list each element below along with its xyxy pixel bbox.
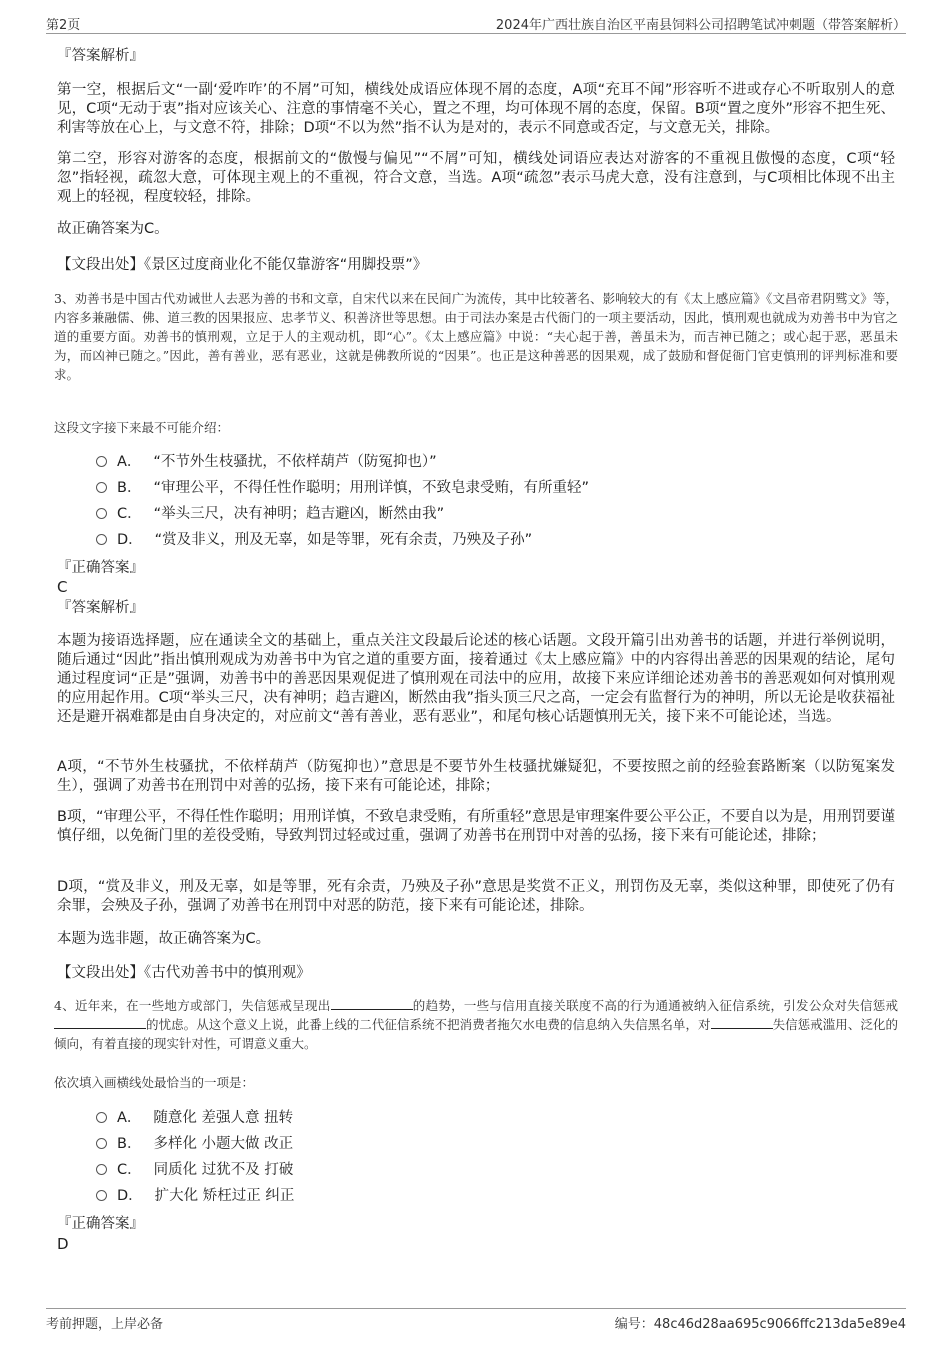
q2-analysis-label: 『答案解析』 — [57, 48, 144, 64]
q3-analysis-a3: B项，“审理公平，不得任性作聪明；用刑详慎，不致皂隶受贿，有所重轻”意思是审理案件要公平公正，不要自以为是，用刑罚要谨慎仔细，以免衙门里的差役受贿，导致判罚过轻或过重，强调了劝善书在刑罚中对善的弘扬，接下来有可能论述，排除； — [57, 809, 895, 844]
page-number: 第2页 — [46, 18, 81, 33]
q3-analysis-label: 『答案解析』 — [57, 600, 144, 616]
q3-answer-label: 『正确答案』 — [57, 560, 144, 576]
page-header — [46, 14, 906, 32]
radio-icon[interactable] — [96, 482, 107, 493]
radio-icon[interactable] — [96, 534, 107, 545]
q3-option-b[interactable]: B． “审理公平，不得任性作聪明；用刑详慎，不致皂隶受贿，有所重轻” — [96, 478, 589, 498]
document-title: 2024年广西壮族自治区平南县饲料公司招聘笔试冲刺题（带答案解析） — [495, 18, 906, 33]
radio-icon[interactable] — [96, 1112, 107, 1123]
q3-passage: 3、劝善书是中国古代劝诫世人去恶为善的书和文章，自宋代以来在民间广为流传，其中比较著名、影响较大的有《太上感应篇》《文昌帝君阴骘文》等，内容多兼融儒、佛、道三教的因果报应、忠孝节义、积善济世等思想。由于司法办案是古代衙门的一项主要活动，因此，慎刑观也就成为劝善书中为官之道的重要方面。劝善书的慎刑观，立足于人的主观动机，即“心”。《太上感应篇》中说：“夫心起于善，善虽未为，而吉神已随之；或心起于恶，恶虽未为，而凶神已随之。”因此，善有善业，恶有恶业，这就是佛教所说的“因果”。也正是这种善恶的因果观，成了鼓励和督促衙门官吏慎刑的评判标准和要求。 — [54, 291, 898, 382]
q4-option-a[interactable]: A． 随意化 差强人意 扭转 — [96, 1108, 293, 1128]
fill-blank-3[interactable] — [711, 1016, 773, 1029]
q2-conclusion: 故正确答案为C。 — [57, 221, 169, 237]
q4-option-d[interactable]: D． 扩大化 矫枉过正 纠正 — [96, 1186, 294, 1206]
q3-analysis-a2: A项，“不节外生枝骚扰，不依样葫芦（防冤抑也）”意思是不要节外生枝骚扰嫌疑犯，不要按照之前的经验套路断案（以防冤案发生），强调了劝善书在刑罚中对善的弘扬，接下来有可能论述，排除； — [57, 759, 895, 794]
q4-answer: D — [57, 1235, 69, 1253]
q3-source: 【文段出处】《古代劝善书中的慎刑观》 — [57, 965, 311, 981]
footer-divider — [46, 1308, 906, 1309]
radio-icon[interactable] — [96, 1190, 107, 1201]
q2-analysis-p1: 第一空，根据后文“一副‘爱咋咋’的不屑”可知，横线处成语应体现不屑的态度，A项“充耳不闻”形容听不进或存心不听取别人的意见，C项“无动于衷”指对应该关心、注意的事情毫不关心，置之不理，均可体现不屑的态度，保留。B项“置之度外”形容不把生死、利害等放在心上，与文意不符，排除；D项“不以为然”指不认为是对的，表示不同意或否定，与文意无关，排除。 — [57, 82, 895, 136]
q3-answer: C — [57, 578, 68, 596]
q3-conclusion: 本题为选非题，故正确答案为C。 — [57, 931, 271, 947]
q2-analysis-p2: 第二空，形容对游客的态度，根据前文的“傲慢与偏见”“不屑”可知，横线处词语应表达对游客的不重视且傲慢的态度，C项“轻忽”指轻视，疏忽大意，可体现主观上的不重视，符合文意，当选。A项“疏忽”表示马虎大意，没有注意到，与C项相比体现不出主观上的轻视，程度较轻，排除。 — [57, 151, 895, 205]
q3-question: 这段文字接下来最不可能介绍： — [54, 420, 230, 435]
q4-option-c[interactable]: C． 同质化 过犹不及 打破 — [96, 1160, 293, 1180]
fill-blank-2[interactable] — [54, 1016, 146, 1029]
fill-blank-1[interactable] — [331, 997, 413, 1010]
document-code: 编号：48c46d28aa695c9066ffc213da5e89e4 — [614, 1317, 906, 1332]
q2-source: 【文段出处】《景区过度商业化不能仅靠游客“用脚投票”》 — [57, 257, 428, 273]
radio-icon[interactable] — [96, 1138, 107, 1149]
footer-slogan: 考前押题，上岸必备 — [46, 1317, 164, 1332]
q3-option-d[interactable]: D． “赏及非义，刑及无辜，如是等罪，死有余责，乃殃及子孙” — [96, 530, 532, 550]
q4-question: 依次填入画横线处最恰当的一项是： — [54, 1075, 255, 1090]
radio-icon[interactable] — [96, 1164, 107, 1175]
q3-analysis-a1: 本题为接语选择题，应在通读全文的基础上，重点关注文段最后论述的核心话题。文段开篇引出劝善书的话题，并进行举例说明，随后通过“因此”指出慎刑观成为劝善书中为官之道的重要方面，接着通过《太上感应篇》中的内容得出善恶的因果观的结论，尾句通过程度词“正是”强调，劝善书中的善恶因果观促进了慎刑观在司法中的应用，故接下来应详细论述劝善书的善恶观如何对慎刑观的应用起作用。C项“举头三尺，决有神明；趋吉避凶，断然由我”指头顶三尺之高，一定会有监督行为的神明，所以无论是收获福祉还是避开祸难都是由自身决定的，对应前文“善有善业，恶有恶业”，和尾句核心话题慎刑无关，接下来不可能论述，当选。 — [57, 633, 895, 725]
radio-icon[interactable] — [96, 456, 107, 467]
header-divider — [46, 33, 906, 34]
q4-option-b[interactable]: B． 多样化 小题大做 改正 — [96, 1134, 293, 1154]
q3-analysis-a4: D项，“赏及非义，刑及无辜，如是等罪，死有余责，乃殃及子孙”意思是奖赏不正义，刑罚伤及无辜，类似这种罪，即使死了仍有余罪，会殃及子孙，强调了劝善书在刑罚中对恶的防范，接下来有可能论述，排除。 — [57, 879, 895, 914]
q3-option-c[interactable]: C． “举头三尺，决有神明；趋吉避凶，断然由我” — [96, 504, 444, 524]
q4-answer-label: 『正确答案』 — [57, 1216, 144, 1232]
q3-option-a[interactable]: A． “不节外生枝骚扰，不依样葫芦（防冤抑也）” — [96, 452, 437, 472]
radio-icon[interactable] — [96, 508, 107, 519]
q4-passage: 4、近年来，在一些地方或部门，失信惩戒呈现出 的趋势，一些与信用直接关联度不高的行为通通被纳入征信系统，引发公众对失信惩戒的忧虑。从这个意义上说，此番上线的二代征信系统不把消费者拖欠水电费的信息纳入失信黑名单，对 失信惩戒滥用、泛化的倾向，有着直接的现实针对性，可谓意义重大。 — [54, 998, 898, 1051]
